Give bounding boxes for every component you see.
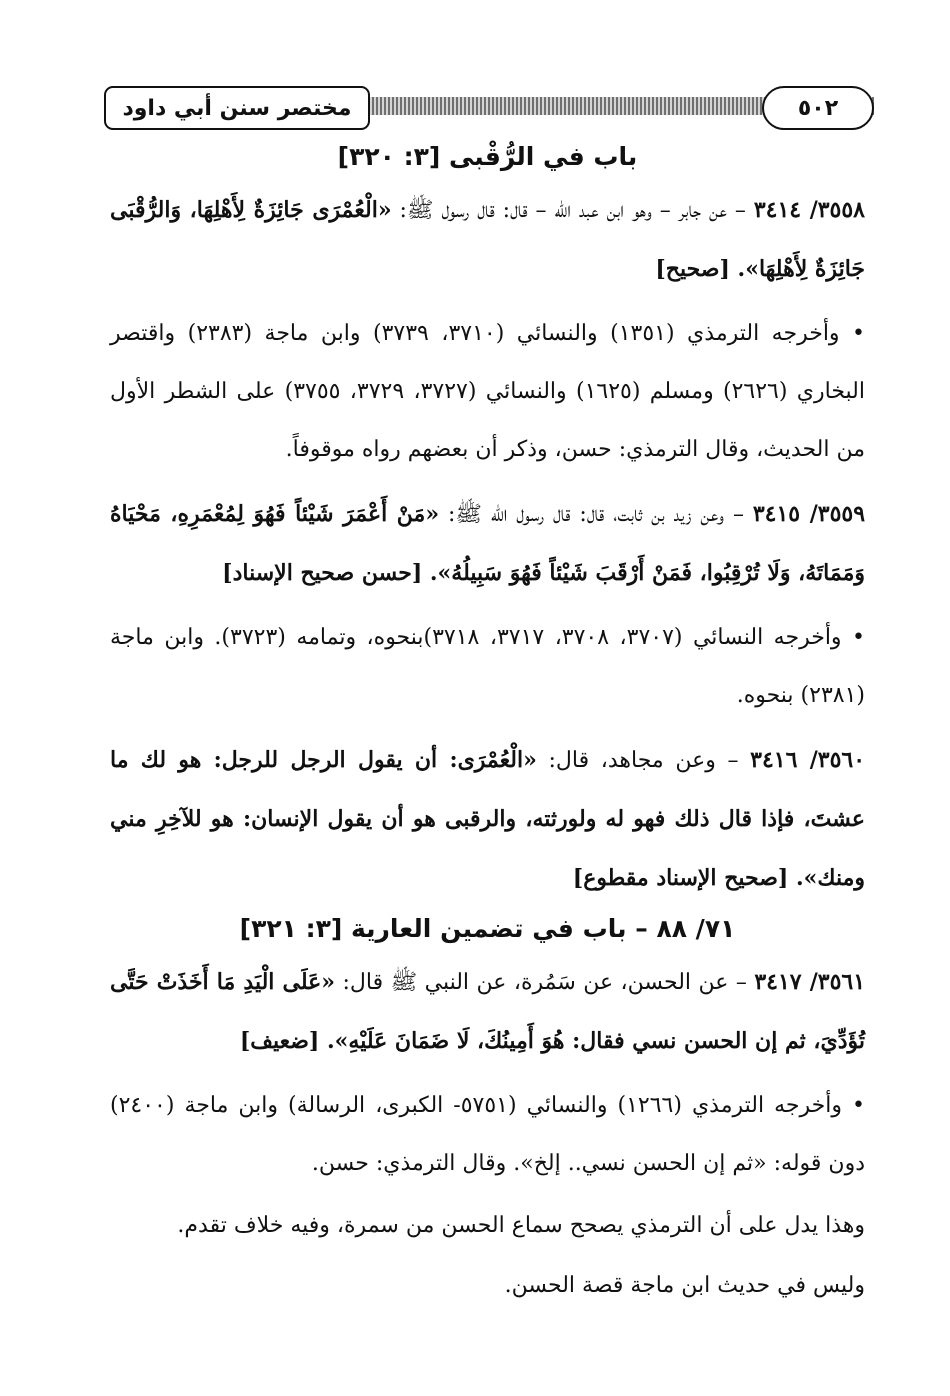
takhrij-note: • وأخرجه الترمذي (١٣٥١) والنسائي (٣٧١٠، ٣٧٣٩) وابن ماجة (٢٣٨٣) واقتصر البخاري (٢٦٢٦) ومسلم (١٦٢٥) والنسائي (٣٧٢٧، ٣٧٢٩، ٣٧٥٥) على الشطر الأول من الحديث، وقال الترمذي: حسن، وذكر أن بعضهم رواه موقوفاً. bbox=[110, 321, 866, 462]
hadith-intro: – عن الحسن، عن سَمُرة، عن النبي ﷺ قال: bbox=[335, 970, 755, 995]
book-title: مختصر سنن أبي داود bbox=[122, 95, 352, 121]
hadith-number: ٣٥٥٨/ ٣٤١٤ bbox=[753, 197, 865, 223]
takhrij-note: • وأخرجه النسائي (٣٧٠٧، ٣٧٠٨، ٣٧١٧، ٣٧١٨)بنحوه، وتمامه (٣٧٢٣). وابن ماجة (٢٣٨١) بنحوه. bbox=[110, 625, 866, 708]
hadith-number: ٣٥٦١/ ٣٤١٧ bbox=[754, 969, 866, 995]
hadith-text: «عَلَى الْيَدِ مَا أَخَذَتْ حَتَّى تُؤَدِّيَ، ثم إن الحسن نسي فقال: هُوَ أَمِينُكَ، لَا ضَمَانَ عَلَيْهِ». [ضعيف] bbox=[110, 969, 865, 1054]
hadith-paragraph bbox=[110, 953, 865, 1071]
hadith-text: «الْعُمْرَى جَائِزَةٌ لِأَهْلِهَا، وَالرُّقْبَى جَائِزَةٌ لِأَهْلِهَا». [صحيح] bbox=[110, 197, 865, 282]
commentary-paragraph: وهذا يدل على أن الترمذي يصحح سماع الحسن من سمرة، وفيه خلاف تقدم. bbox=[177, 1213, 865, 1238]
commentary-paragraph: وليس في حديث ابن ماجة قصة الحسن. bbox=[504, 1273, 865, 1298]
page-content bbox=[110, 136, 865, 1319]
hadith-text: «الْعُمْرَى: أن يقول الرجل للرجل: هو لك ما عشتَ، فإذا قال ذلك فهو له ولورثته، والرقبى هو أن يقول الإنسان: هو للآخِرِ مني ومنك». [صحيح الإسناد مقطوع] bbox=[110, 747, 865, 891]
hadith-paragraph bbox=[110, 181, 865, 299]
hadith-intro: – عن جابر – وهو ابن عبد الله – قال: قال رسول ﷺ: bbox=[391, 198, 754, 223]
hadith-text: «مَنْ أَعْمَرَ شَيْئاً فَهُوَ لِمُعْمَرِهِ، مَحْيَاهُ وَمَمَاتَهُ، وَلَا تُرْقِبُوا، فَمَنْ أَرْقَبَ شَيْئاً فَهُوَ سَبِيلُهُ». [حسن صحيح الإسناد] bbox=[110, 501, 865, 586]
hadith-paragraph bbox=[110, 731, 865, 908]
chapter-heading: باب في الرُّقْبى [٣: ٣٢٠] bbox=[337, 142, 638, 171]
chapter-heading: ٧١/ ٨٨ – باب في تضمين العارية [٣: ٣٢١] bbox=[239, 914, 736, 943]
page-number-oval bbox=[762, 86, 874, 130]
hadith-number: ٣٥٥٩/ ٣٤١٥ bbox=[752, 501, 866, 527]
hadith-intro: – وعن زيد بن ثابت، قال: قال رسول الله ﷺ: bbox=[439, 502, 753, 527]
takhrij-note: • وأخرجه الترمذي (١٢٦٦) والنسائي (٥٧٥١- الكبرى، الرسالة) وابن ماجة (٢٤٠٠) دون قوله: «ثم إن الحسن نسي.. إلخ». وقال الترمذي: حسن. bbox=[110, 1093, 865, 1176]
book-title-box bbox=[104, 86, 370, 130]
hadith-number: ٣٥٦٠/ ٣٤١٦ bbox=[750, 747, 866, 773]
page-number: ٥٠٢ bbox=[797, 95, 839, 121]
hadith-intro: – وعن مجاهد، قال: bbox=[536, 748, 751, 773]
page-header bbox=[104, 86, 874, 130]
hadith-paragraph bbox=[110, 485, 865, 603]
